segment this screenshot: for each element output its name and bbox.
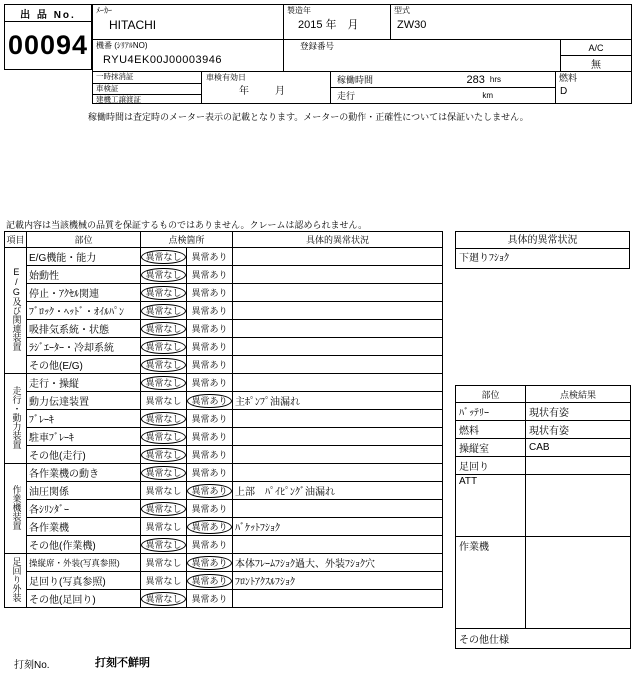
category-label-text: 走行・動力装置	[11, 385, 22, 449]
abnormality-cell	[187, 266, 233, 284]
abnormality-label: 異常あり	[191, 306, 228, 316]
abnormality-label: 異常あり	[191, 378, 228, 388]
no-abnormality-label: 異常なし	[141, 466, 185, 480]
category-label	[5, 554, 27, 608]
abnormal-detail: 主ﾎﾟﾝﾌﾟ油漏れ	[233, 392, 443, 410]
abnormal-detail	[233, 500, 443, 518]
no-abnormality-cell	[141, 392, 187, 410]
column-header: 項目	[5, 232, 27, 248]
inspection-result	[526, 537, 631, 629]
abnormality-cell	[187, 482, 233, 500]
abnormality-label: 異常あり	[191, 414, 228, 424]
part-name: ﾌﾞﾚｰｷ	[27, 410, 141, 428]
abnormal-detail	[233, 590, 443, 608]
abnormality-cell	[187, 338, 233, 356]
mileage-unit: km	[482, 91, 493, 100]
part-name: その他(E/G)	[27, 356, 141, 374]
no-abnormality-label: 異常なし	[141, 286, 185, 300]
abnormal-detail	[233, 284, 443, 302]
part-name: 油圧関係	[27, 482, 141, 500]
abnormality-cell	[187, 410, 233, 428]
abnormality-cell	[187, 248, 233, 266]
abnormality-label: 異常あり	[191, 468, 228, 478]
abnormality-label: 異常あり	[191, 342, 228, 352]
no-abnormality-cell	[141, 266, 187, 284]
no-abnormality-label: 異常なし	[141, 448, 185, 462]
abnormality-cell	[187, 464, 233, 482]
maker-value: HITACHI	[109, 18, 157, 32]
reg-no-label: 登録番号	[300, 41, 335, 51]
mileage-cell	[330, 87, 556, 104]
abnormality-cell	[187, 518, 233, 536]
abnormal-detail: ﾊﾞｹｯﾄﾌｼｮｸ	[233, 518, 443, 536]
reg-no-cell	[283, 39, 561, 72]
reg-no-value	[284, 52, 560, 54]
doc-kenkiko-transfer-cert: 建機工譲渡証	[93, 94, 201, 105]
part-name: 動力伝達装置	[27, 392, 141, 410]
inspection-row	[5, 446, 443, 464]
category-label-text: 足回り外装	[11, 556, 22, 602]
ac-label: A/C	[560, 39, 632, 56]
column-header: 点検箇所	[141, 232, 233, 248]
abnormality-cell	[187, 500, 233, 518]
part-name: 各作業機の動き	[27, 464, 141, 482]
abnormality-label: 異常あり	[191, 504, 228, 514]
no-abnormality-cell	[141, 446, 187, 464]
inspection-row	[5, 356, 443, 374]
no-abnormality-label: 異常なし	[145, 522, 182, 532]
no-abnormality-label: 異常なし	[141, 592, 185, 606]
no-abnormality-label: 異常なし	[141, 250, 185, 264]
column-header: 部位	[27, 232, 141, 248]
inspection-date-cell	[201, 71, 331, 104]
no-abnormality-cell	[141, 482, 187, 500]
part-name: 各作業機	[27, 518, 141, 536]
category-label-text: E/G及び関連装置	[11, 267, 22, 351]
abnormality-cell	[187, 590, 233, 608]
part-name: その他(足回り)	[27, 590, 141, 608]
inspection-date-value: 年 月	[239, 86, 293, 97]
no-abnormality-label: 異常なし	[145, 486, 182, 496]
abnormal-detail: 上部 ﾊﾟｲﾋﾟﾝｸﾞ油漏れ	[233, 482, 443, 500]
abnormality-cell	[187, 356, 233, 374]
hours-label: 稼働時間	[337, 75, 374, 85]
no-abnormality-label: 異常なし	[141, 502, 185, 516]
abnormal-detail	[233, 302, 443, 320]
category-label	[5, 374, 27, 464]
no-abnormality-label: 異常なし	[141, 376, 185, 390]
no-abnormality-label: 異常なし	[141, 538, 185, 552]
abnormality-label: 異常あり	[187, 520, 231, 534]
result-row	[456, 475, 631, 537]
abnormal-detail	[233, 338, 443, 356]
abnormality-cell	[187, 536, 233, 554]
inspection-row	[5, 392, 443, 410]
fuel-label: 燃料	[559, 73, 578, 83]
part-name: ﾊﾞｯﾃﾘｰ	[456, 403, 526, 421]
abnormal-detail	[233, 356, 443, 374]
no-abnormality-cell	[141, 284, 187, 302]
abnormal-detail	[233, 536, 443, 554]
abnormality-cell	[187, 428, 233, 446]
mfg-year-value: 2015 年 月	[298, 19, 359, 31]
part-name: 操縦室	[456, 439, 526, 457]
serial-label: 機番 (ｼﾘｱﾙNO)	[96, 41, 148, 50]
maker-cell	[92, 4, 284, 40]
abnormality-label: 異常あり	[187, 484, 231, 498]
abnormality-cell	[187, 284, 233, 302]
fuel-value: D	[560, 86, 568, 97]
model-cell	[390, 4, 632, 40]
part-name: 各ｼﾘﾝﾀﾞｰ	[27, 500, 141, 518]
abnormality-label: 異常あり	[191, 432, 228, 442]
no-abnormality-cell	[141, 554, 187, 572]
part-name: E/G機能・能力	[27, 248, 141, 266]
abnormal-items-list	[456, 249, 629, 268]
part-name: ATT	[456, 475, 526, 537]
part-name: 駐車ﾌﾞﾚｰｷ	[27, 428, 141, 446]
no-abnormality-cell	[141, 572, 187, 590]
abnormality-label: 異常あり	[191, 252, 228, 262]
inspection-result: CAB	[526, 439, 631, 457]
no-abnormality-label: 異常なし	[141, 430, 185, 444]
no-abnormality-cell	[141, 518, 187, 536]
abnormality-cell	[187, 374, 233, 392]
meter-note: 稼働時間は査定時のメーター表示の記載となります。メーターの動作・正確性については保証いたしません。	[88, 112, 529, 122]
no-abnormality-cell	[141, 464, 187, 482]
abnormal-detail	[233, 428, 443, 446]
inspection-result: 現状有姿	[526, 403, 631, 421]
part-name: 走行・操縦	[27, 374, 141, 392]
inspection-row	[5, 482, 443, 500]
exhibit-no-value: 00094	[4, 21, 92, 70]
result-row	[456, 403, 631, 421]
inspection-row	[5, 410, 443, 428]
abnormality-label: 異常あり	[191, 594, 228, 604]
abnormality-label: 異常あり	[191, 540, 228, 550]
no-abnormality-cell	[141, 338, 187, 356]
exhibit-no-label: 出 品 No.	[4, 4, 92, 22]
inspection-row	[5, 284, 443, 302]
part-name: ﾌﾞﾛｯｸ・ﾍｯﾄﾞ・ｵｲﾙﾊﾟﾝ	[27, 302, 141, 320]
inspection-result-table	[455, 385, 631, 649]
category-label-text: 作業機装置	[11, 484, 22, 530]
no-abnormality-label: 異常なし	[145, 576, 182, 586]
no-abnormality-label: 異常なし	[145, 396, 182, 406]
column-header: 点検結果	[526, 386, 631, 403]
no-abnormality-cell	[141, 302, 187, 320]
fuel-cell	[555, 71, 632, 104]
no-abnormality-label: 異常なし	[141, 322, 185, 336]
no-abnormality-cell	[141, 320, 187, 338]
documents-box	[92, 71, 202, 104]
no-abnormality-cell	[141, 248, 187, 266]
part-name: 燃料	[456, 421, 526, 439]
result-row	[456, 457, 631, 475]
model-label: 型式	[394, 6, 410, 15]
abnormality-label: 異常あり	[187, 574, 231, 588]
abnormal-item: 下廻りﾌｼｮｸ	[459, 253, 509, 264]
result-row	[456, 421, 631, 439]
abnormal-detail	[233, 374, 443, 392]
no-abnormality-cell	[141, 356, 187, 374]
inspection-row	[5, 464, 443, 482]
abnormality-label: 異常あり	[191, 450, 228, 460]
mfg-year-cell	[283, 4, 391, 40]
no-abnormality-label: 異常なし	[145, 558, 182, 568]
result-row	[456, 629, 631, 649]
doc-vehicle-inspection-cert: 車検証	[93, 83, 201, 94]
abnormality-cell	[187, 446, 233, 464]
part-name: 停止・ｱｸｾﾙ関連	[27, 284, 141, 302]
part-name: その他(作業機)	[27, 536, 141, 554]
no-abnormality-cell	[141, 374, 187, 392]
inspection-row	[5, 500, 443, 518]
no-abnormality-cell	[141, 410, 187, 428]
inspection-row	[5, 572, 443, 590]
category-label	[5, 464, 27, 554]
inspection-row	[5, 590, 443, 608]
no-abnormality-cell	[141, 536, 187, 554]
abnormality-label: 異常あり	[187, 394, 231, 408]
inspection-row	[5, 374, 443, 392]
inspection-result: 現状有姿	[526, 421, 631, 439]
inspection-row	[5, 428, 443, 446]
abnormal-detail: ﾌﾛﾝﾄｱｸｽﾙﾌｼｮｸ	[233, 572, 443, 590]
part-name: ﾗｼﾞｴｰﾀｰ・冷却系統	[27, 338, 141, 356]
stamp-no-value: 打刻不鮮明	[95, 657, 150, 669]
hours-unit: hrs	[489, 75, 501, 84]
disclaimer-note: 記載内容は当該機械の品質を保証するものではありません。クレームは認められません。	[6, 220, 368, 230]
abnormal-detail	[233, 266, 443, 284]
stamp-no-label: 打刻No.	[14, 660, 50, 671]
inspection-row	[5, 554, 443, 572]
part-name: 足回り(写真参照)	[27, 572, 141, 590]
inspection-result	[526, 457, 631, 475]
abnormal-detail: 本体ﾌﾚｰﾑﾌｼｮｸ過大、外装ﾌｼｮｸ穴	[233, 554, 443, 572]
abnormality-label: 異常あり	[191, 360, 228, 370]
abnormal-detail	[233, 464, 443, 482]
no-abnormality-label: 異常なし	[141, 340, 185, 354]
serial-value: RYU4EK00J00003946	[103, 54, 222, 66]
inspection-row	[5, 266, 443, 284]
model-value: ZW30	[397, 19, 427, 31]
no-abnormality-cell	[141, 590, 187, 608]
abnormal-conditions-box	[455, 231, 630, 269]
mileage-label: 走行	[337, 91, 356, 101]
inspection-row	[5, 536, 443, 554]
serial-cell	[92, 39, 284, 72]
abnormality-cell	[187, 302, 233, 320]
column-header: 部位	[456, 386, 526, 403]
hours-value: 283	[466, 73, 485, 86]
abnormal-detail	[233, 446, 443, 464]
abnormality-cell	[187, 554, 233, 572]
inspection-row	[5, 302, 443, 320]
inspection-row	[5, 338, 443, 356]
part-name: 吸排気系統・状態	[27, 320, 141, 338]
mfg-year-label: 製造年	[287, 6, 311, 15]
abnormality-cell	[187, 320, 233, 338]
ac-value: 無	[560, 55, 632, 72]
abnormality-cell	[187, 392, 233, 410]
hours-cell	[330, 71, 556, 88]
part-name: その他(走行)	[27, 446, 141, 464]
abnormality-label: 異常あり	[191, 270, 228, 280]
no-abnormality-label: 異常なし	[141, 304, 185, 318]
abnormality-label: 異常あり	[187, 556, 231, 570]
category-label	[5, 248, 27, 374]
abnormality-label: 異常あり	[191, 324, 228, 334]
abnormality-label: 異常あり	[191, 288, 228, 298]
inspection-row	[5, 320, 443, 338]
no-abnormality-label: 異常なし	[141, 412, 185, 426]
inspection-date-label: 車検有効日	[206, 73, 246, 82]
result-row	[456, 439, 631, 457]
no-abnormality-label: 異常なし	[141, 358, 185, 372]
no-abnormality-label: 異常なし	[141, 268, 185, 282]
inspection-result	[526, 475, 631, 537]
column-header: 具体的異常状況	[233, 232, 443, 248]
abnormal-detail	[233, 410, 443, 428]
inspection-row	[5, 248, 443, 266]
no-abnormality-cell	[141, 428, 187, 446]
doc-temporary-cancellation-cert: 一時抹消証	[96, 72, 134, 81]
part-name: 操縦席・外装(写真参照)	[27, 554, 141, 572]
inspection-table	[4, 231, 443, 608]
abnormal-box-title: 具体的異常状況	[456, 232, 629, 249]
inspection-row	[5, 518, 443, 536]
part-name: その他仕様	[456, 629, 631, 649]
result-row	[456, 537, 631, 629]
part-name: 足回り	[456, 457, 526, 475]
part-name: 作業機	[456, 537, 526, 629]
abnormality-cell	[187, 572, 233, 590]
part-name: 始動性	[27, 266, 141, 284]
abnormal-detail	[233, 320, 443, 338]
maker-label: ﾒｰｶｰ	[96, 6, 112, 15]
no-abnormality-cell	[141, 500, 187, 518]
abnormal-detail	[233, 248, 443, 266]
